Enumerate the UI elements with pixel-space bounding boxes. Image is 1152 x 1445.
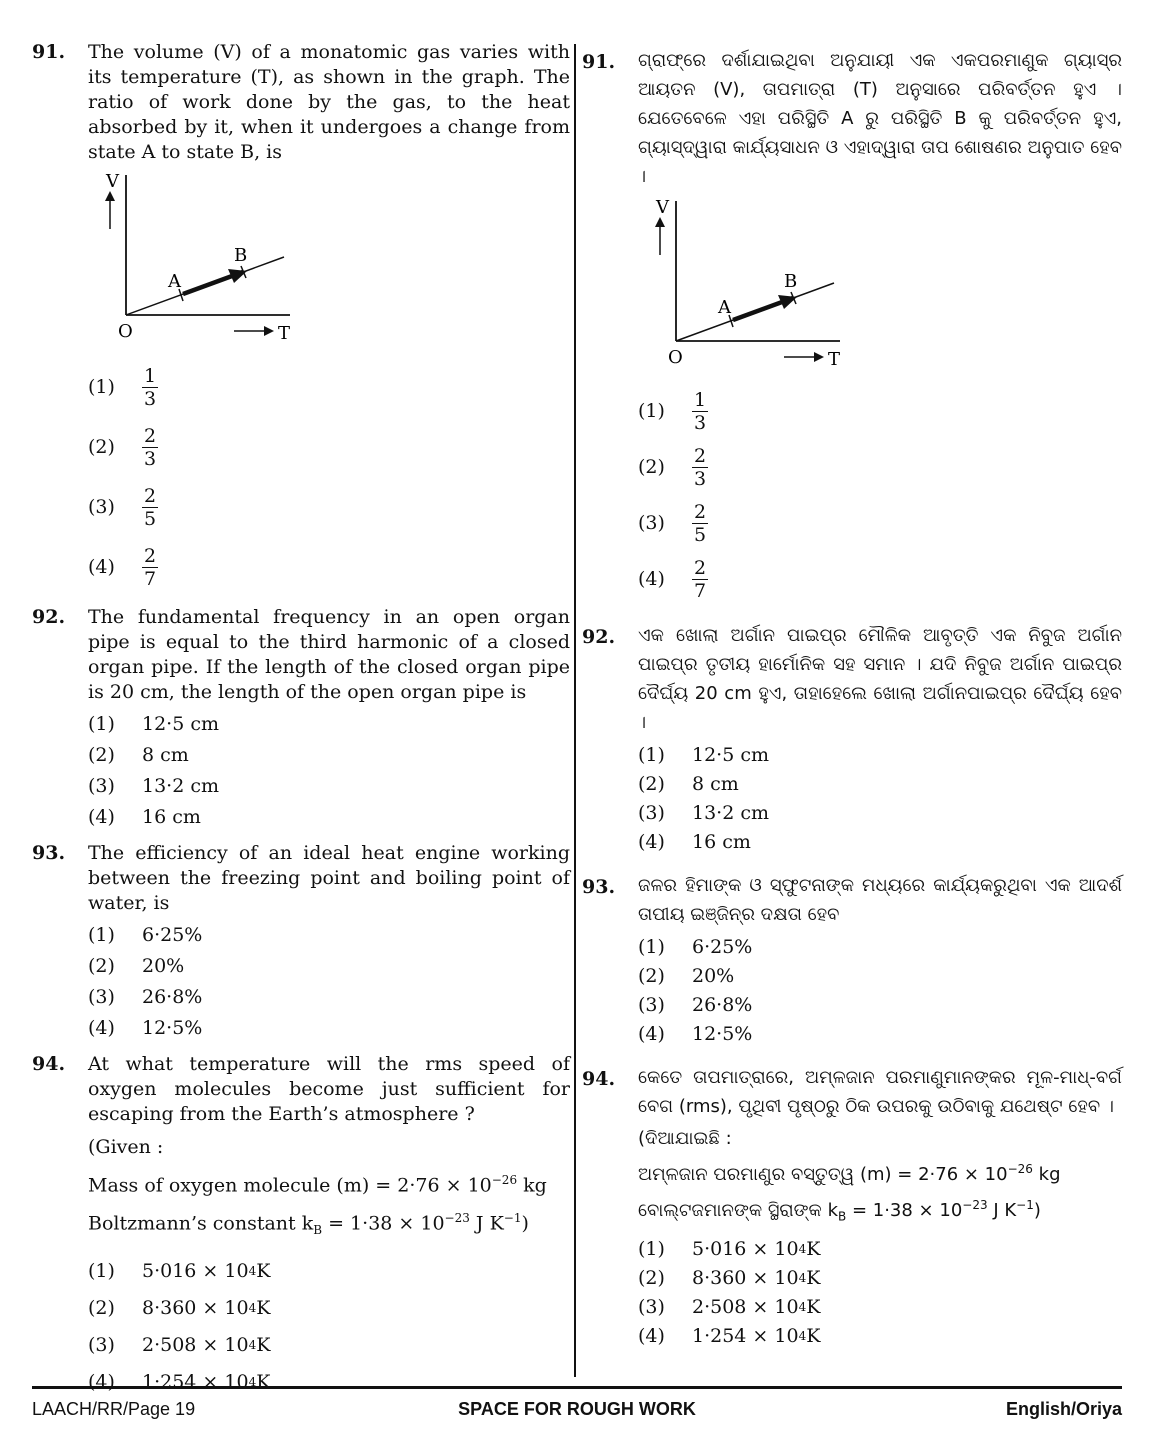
question-number: 91. xyxy=(32,41,66,63)
option-1[interactable]: (1) 6·25% xyxy=(638,936,753,958)
fraction: $\frac{2}{7}$ xyxy=(694,556,707,602)
option-3[interactable]: (3) 2·508 × 10 4 K xyxy=(638,1295,821,1318)
graph-origin: O xyxy=(118,321,133,342)
option-4[interactable]: (4) $\frac{2}{7}$ xyxy=(88,544,157,590)
question-94 xyxy=(582,1063,1122,1351)
page-code: LAACH/RR/Page 19 xyxy=(32,1399,196,1419)
options-list xyxy=(638,1235,1122,1351)
fraction: $\frac{1}{3}$ xyxy=(144,364,157,410)
graph-point-b: B xyxy=(234,245,248,266)
given-mass: ଅମ୍ଳଜାନ ପରମାଣୁର ବସ୍ତୁତ୍ୱ $(m) = 2\cdot 76 \times 10^{-26}$ kg xyxy=(638,1162,1061,1185)
option-3[interactable]: (3) 13·2 cm xyxy=(88,775,220,797)
options-list xyxy=(638,741,1122,857)
question-94 xyxy=(32,1052,570,1401)
option-2[interactable]: (2) $\frac{2}{3}$ xyxy=(88,424,157,470)
question-number: 91. xyxy=(582,51,616,73)
question-text: The efficiency of an ideal heat engine working between the freezing point and boiling point of water, is xyxy=(88,842,570,914)
oriya-column xyxy=(582,46,1122,1359)
option-3[interactable]: (3) 2·508 × 10 4 K xyxy=(88,1334,271,1357)
graph-y-label: V xyxy=(656,197,669,218)
fraction: $\frac{2}{3}$ xyxy=(144,424,157,470)
question-number: 93. xyxy=(32,842,66,864)
option-4[interactable]: (4) 12·5% xyxy=(638,1023,753,1045)
options-list xyxy=(638,383,1122,607)
column-divider xyxy=(574,44,576,1377)
graph-x-arrowhead xyxy=(814,352,824,362)
question-text: At what temperature will the rms speed of oxygen molecules become just sufficient for escaping from the Earth’s atmosphere ? xyxy=(88,1053,570,1125)
question-number: 94. xyxy=(582,1068,616,1090)
question-text: ଏକ ଖୋଲା ଅର୍ଗାନ ପାଇପ୍‌ର ମୌଳିକ ଆବୃତ୍ତି ଏକ ନିବୁଜ ଅର୍ଗାନ ପାଇପ୍‌ର ତୃତୀୟ ହାର୍ମୋନିକ ସହ ସମାନ । ଯଦି ନିବୁଜ ଅର୍ଗାନ ପାଇପ୍‌ର ଦୈର୍ଘ୍ୟ 20 cm ହୁଏ, ତାହାହେଲେ ଖୋଲା ଅର୍ଗାନପାଇପ୍‌ର ଦୈର୍ଘ୍ୟ ହେବ । xyxy=(638,625,1122,733)
graph-x-label: T xyxy=(278,323,291,344)
option-2[interactable]: (2) 8·360 × 10 4 K xyxy=(638,1266,821,1289)
option-1[interactable]: (1) 5·016 × 10 4 K xyxy=(638,1237,821,1260)
given-label: (ଦିଆଯାଇଛି : xyxy=(638,1128,732,1149)
language-label: English/Oriya xyxy=(1005,1399,1122,1419)
fraction: $\frac{2}{5}$ xyxy=(694,500,707,546)
option-1[interactable]: (1) 6·25% xyxy=(88,924,203,946)
given-mass: Mass of oxygen molecule $(m) = 2\cdot 76 \times 10^{-26}$ kg xyxy=(88,1173,547,1197)
option-3[interactable]: (3) $\frac{2}{5}$ xyxy=(638,500,707,546)
option-1[interactable]: (1) $\frac{1}{3}$ xyxy=(638,388,707,434)
option-2[interactable]: (2) $\frac{2}{3}$ xyxy=(638,444,707,490)
options-list xyxy=(88,709,570,833)
question-text: The fundamental frequency in an open organ pipe is equal to the third harmonic of a closed organ pipe. If the length of the closed organ pipe is 20 cm, the length of the open organ pipe is xyxy=(88,606,570,703)
page-footer xyxy=(32,1386,1122,1429)
question-number: 94. xyxy=(32,1053,66,1075)
graph-y-label: V xyxy=(106,171,119,192)
question-text: ଜଳର ହିମାଙ୍କ ଓ ସ୍ଫୁଟନାଙ୍କ ମଧ୍ୟରେ କାର୍ଯ୍ୟକରୁଥିବା ଏକ ଆଦର୍ଶ ତାପୀୟ ଇଞ୍ଜିନ୍‌ର ଦକ୍ଷତା ହେବ xyxy=(638,875,1122,925)
question-text: କେତେ ତାପମାତ୍ରାରେ, ଅମ୍ଳଜାନ ପରମାଣୁମାନଙ୍କର ମୂଳ-ମାଧ୍-ବର୍ଗ ବେଗ (rms), ପୃଥିବୀ ପୃଷ୍ଠରୁ ଠିକ ଉପରକୁ ଉଠିବାକୁ ଯଥେଷ୍ଟ ହେବ । xyxy=(638,1067,1122,1117)
option-2[interactable]: (2) 8·360 × 10 4 K xyxy=(88,1297,271,1320)
question-number: 92. xyxy=(582,626,616,648)
graph-y-arrowhead xyxy=(105,191,115,201)
option-2[interactable]: (2) 8 cm xyxy=(88,744,189,766)
option-4[interactable]: (4) 1·254 × 10 4 K xyxy=(638,1324,821,1347)
graph-point-b: B xyxy=(784,271,798,292)
graph-point-a: A xyxy=(718,297,731,318)
option-3[interactable]: (3) 13·2 cm xyxy=(638,802,770,824)
question-text: The volume (V) of a monatomic gas varies with its temperature (T), as shown in the graph. The ratio of work done by the gas, to the heat absorbed by it, when it undergoes a change from state A to state B, is xyxy=(88,41,570,163)
fraction: $\frac{2}{3}$ xyxy=(694,444,707,490)
question-text: ଗ୍ରାଫ୍‌ରେ ଦର୍ଶାଯାଇଥିବା ଅନୁଯାୟୀ ଏକ ଏକପରମାଣୁକ ଗ୍ୟାସ୍‌ର ଆୟତନ (V), ତାପମାତ୍ରା (T) ଅନୁସାରେ ପରିବର୍ତ୍ତନ ହୁଏ । ଯେତେବେଳେ ଏହା ପରିସ୍ଥିତି A ରୁ ପରିସ୍ଥିତି B କୁ ପରିବର୍ତ୍ତନ ହୁଏ, ଗ୍ୟାସ୍‌ଦ୍ୱାରା କାର୍ଯ୍ୟସାଧନ ଓ ଏହାଦ୍ୱାରା ତାପ ଶୋଷଣର ଅନୁପାତ ହେବ । xyxy=(638,50,1122,187)
options-list xyxy=(638,933,1122,1049)
graph-x-label: T xyxy=(828,349,841,370)
question-92 xyxy=(582,621,1122,857)
option-4[interactable]: (4) 1·254 × 10 4 K xyxy=(88,1371,271,1394)
option-4[interactable]: (4) 16 cm xyxy=(88,806,201,828)
option-4[interactable]: (4) 12·5% xyxy=(88,1017,203,1039)
option-3[interactable]: (3) $\frac{2}{5}$ xyxy=(88,484,157,530)
option-1[interactable]: (1) 12·5 cm xyxy=(638,744,770,766)
options-list xyxy=(88,920,570,1044)
options-list xyxy=(88,357,570,597)
options-list xyxy=(88,1253,570,1401)
graph-origin: O xyxy=(668,347,683,368)
rough-work-label: SPACE FOR ROUGH WORK xyxy=(458,1399,696,1419)
given-boltzmann: Boltzmann’s constant $k_B = 1\cdot 38 \times 10^{-23}$ J $K^{-1}$) xyxy=(88,1211,529,1238)
question-number: 92. xyxy=(32,606,66,628)
option-4[interactable]: (4) $\frac{2}{7}$ xyxy=(638,556,707,602)
graph-point-a: A xyxy=(168,271,181,292)
volume-temperature-graph xyxy=(652,197,872,377)
option-1[interactable]: (1) $\frac{1}{3}$ xyxy=(88,364,157,410)
graph-x-arrowhead xyxy=(264,326,274,336)
option-1[interactable]: (1) 5·016 × 10 4 K xyxy=(88,1260,271,1283)
question-92 xyxy=(32,605,570,833)
question-91 xyxy=(32,40,570,597)
fraction: $\frac{1}{3}$ xyxy=(694,388,707,434)
option-3[interactable]: (3) 26·8% xyxy=(638,994,753,1016)
given-boltzmann: ବୋଲ୍‌ଟଜମାନଙ୍କ ସ୍ଥିରାଙ୍କ $k_B = 1\cdot 38 \times 10^{-23}$ J $K^{-1}$) xyxy=(638,1198,1041,1224)
option-3[interactable]: (3) 26·8% xyxy=(88,986,203,1008)
question-91 xyxy=(582,46,1122,607)
volume-temperature-graph xyxy=(102,171,322,351)
given-label: (Given : xyxy=(88,1136,164,1158)
graph-y-arrowhead xyxy=(655,217,665,227)
fraction: $\frac{2}{7}$ xyxy=(144,544,157,590)
question-93 xyxy=(582,871,1122,1049)
option-2[interactable]: (2) 8 cm xyxy=(638,773,739,795)
option-2[interactable]: (2) 20% xyxy=(638,965,735,987)
question-number: 93. xyxy=(582,876,616,898)
option-2[interactable]: (2) 20% xyxy=(88,955,185,977)
fraction: $\frac{2}{5}$ xyxy=(144,484,157,530)
english-column xyxy=(32,40,570,1409)
question-93 xyxy=(32,841,570,1044)
option-1[interactable]: (1) 12·5 cm xyxy=(88,713,220,735)
option-4[interactable]: (4) 16 cm xyxy=(638,831,751,853)
